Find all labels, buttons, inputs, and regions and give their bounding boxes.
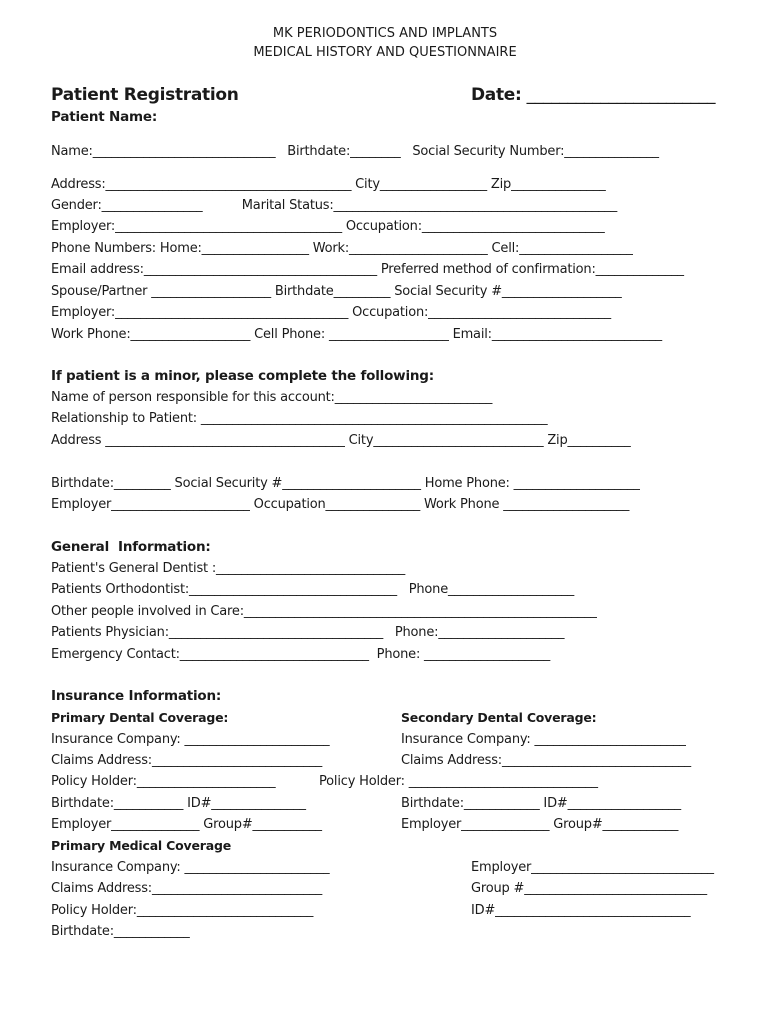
form-line-primary-birthdate[interactable]: Birthdate:___________ ID#_______________ [51, 796, 306, 811]
form-line-employer[interactable]: Employer:____________________________________ Occupation:_____________________________ [51, 219, 605, 234]
form-line-general-dentist[interactable]: Patient's General Dentist :______________________________ [51, 561, 406, 576]
form-line-medical-claims-address[interactable]: Claims Address:___________________________ [51, 881, 323, 896]
form-line-spouse-employer[interactable]: Employer:_____________________________________ Occupation:_____________________________ [51, 305, 611, 320]
form-line-orthodontist[interactable]: Patients Orthodontist:_________________________________ Phone____________________ [51, 582, 575, 597]
practice-name: MK PERIODONTICS AND IMPLANTS [272, 26, 498, 41]
form-line-primary-insurance-company[interactable]: Insurance Company: _______________________ [51, 732, 330, 747]
form-line-name[interactable]: Name:_____________________________ Birthdate:________ Social Security Number:_______________ [51, 144, 659, 159]
section-title-patient-registration: Patient Registration [51, 85, 239, 105]
form-line-emergency-contact[interactable]: Emergency Contact:______________________________ Phone: ____________________ [51, 647, 551, 662]
form-line-medical-employer[interactable]: Employer_____________________________ [471, 860, 714, 875]
form-line-secondary-insurance-company[interactable]: Insurance Company: ________________________ [401, 732, 686, 747]
secondary-dental-heading: Secondary Dental Coverage: [401, 710, 597, 725]
form-line-medical-group[interactable]: Group #_____________________________ [471, 881, 707, 896]
form-line-phone-numbers[interactable]: Phone Numbers: Home:_________________ Work:______________________ Cell:__________________ [51, 241, 633, 256]
form-line-gender[interactable]: Gender:________________ Marital Status:_____________________________________________ [51, 198, 618, 213]
form-line-physician[interactable]: Patients Physician:__________________________________ Phone:____________________ [51, 625, 565, 640]
form-line-minor-employer[interactable]: Employer______________________ Occupation_______________ Work Phone ____________________ [51, 497, 630, 512]
form-line-primary-employer[interactable]: Employer______________ Group#___________ [51, 817, 322, 832]
general-info-heading: General Information: [51, 539, 211, 555]
form-line-relationship[interactable]: Relationship to Patient: _______________________________________________________ [51, 411, 548, 426]
form-line-work-phone[interactable]: Work Phone:___________________ Cell Phone: ___________________ Email:___________________________ [51, 327, 662, 342]
form-line-medical-insurance-company[interactable]: Insurance Company: _______________________ [51, 860, 330, 875]
form-line-medical-id[interactable]: ID#_______________________________ [471, 903, 691, 918]
primary-dental-heading: Primary Dental Coverage: [51, 710, 229, 725]
insurance-heading: Insurance Information: [51, 688, 222, 704]
form-line-medical-policy-holder[interactable]: Policy Holder:____________________________ [51, 903, 314, 918]
form-line-primary-claims-address[interactable]: Claims Address:___________________________ [51, 753, 323, 768]
form-line-spouse[interactable]: Spouse/Partner ___________________ Birthdate_________ Social Security #___________________ [51, 284, 622, 299]
form-line-address[interactable]: Address:_______________________________________ City_________________ Zip_______________ [51, 177, 606, 192]
date-field[interactable] [471, 85, 715, 105]
date-label: Date: [471, 85, 522, 105]
form-line-secondary-employer[interactable]: Employer______________ Group#____________ [401, 817, 679, 832]
minor-heading: If patient is a minor, please complete the following: [51, 368, 434, 384]
form-line-secondary-policy-holder[interactable]: Policy Holder: ______________________________ [319, 774, 598, 789]
form-line-email[interactable]: Email address:_____________________________________ Preferred method of confirmation:______________ [51, 262, 684, 277]
form-line-responsible-person[interactable]: Name of person responsible for this account:_________________________ [51, 390, 493, 405]
form-line-minor-address[interactable]: Address ______________________________________ City___________________________ Zip__________ [51, 433, 631, 448]
date-input-line[interactable]: _______________________ [521, 85, 716, 105]
form-line-medical-birthdate[interactable]: Birthdate:____________ [51, 924, 190, 939]
form-title: MEDICAL HISTORY AND QUESTIONNAIRE [253, 45, 517, 60]
form-line-minor-birthdate[interactable]: Birthdate:_________ Social Security #______________________ Home Phone: ____________________ [51, 476, 640, 491]
primary-medical-heading: Primary Medical Coverage [51, 838, 231, 853]
form-line-others-in-care[interactable]: Other people involved in Care:________________________________________________________ [51, 604, 597, 619]
form-line-secondary-birthdate[interactable]: Birthdate:____________ ID#__________________ [401, 796, 681, 811]
form-line-primary-policy-holder[interactable]: Policy Holder:______________________ [51, 774, 276, 789]
patient-name-heading: Patient Name: [51, 109, 158, 125]
form-line-secondary-claims-address[interactable]: Claims Address:______________________________ [401, 753, 691, 768]
